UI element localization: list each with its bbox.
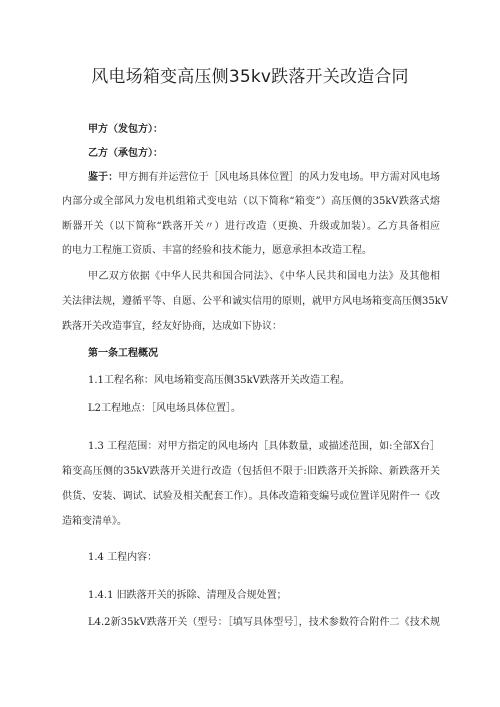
item-1-3-line-4: 造箱变清单》。 xyxy=(62,516,127,527)
item-1-1: 1.1工程名称：风电场箱变高压侧35kV跌落开关改造工程。 xyxy=(88,375,350,386)
article-1-heading: 第一条工程概况 xyxy=(88,348,158,359)
item-1-4-1: 1.4.1 旧跌落开关的拆除、清理及合规处置； xyxy=(88,590,287,601)
preamble-line-1 xyxy=(88,171,440,185)
document-title: 风电场箱变高压侧35kv跌落开关改造合同 xyxy=(91,67,409,87)
agreement-line-3: 跌落开关改造事宜，经友好协商，达成如下协议： xyxy=(62,321,282,332)
preamble-line-1-text: 甲方拥有并运营位于［风电场具体位置］的风力发电场。甲方需对风电场 xyxy=(118,172,441,183)
item-1-3-line-3: 供货、安装、调试、试验及相关配套工作）。具体改造箱变编号或位置详见附件一《改 xyxy=(62,491,440,502)
item-1-4-2: L4.2新35kV跌落开关（型号：［填写具体型号］，技术参数符合附件二《技术规 xyxy=(88,617,440,628)
preamble-label: 鉴于： xyxy=(88,172,119,183)
preamble-line-3: 断器开关（以下简称“跌落开关〃）进行改造（更换、升级或加装）。乙方具备相应 xyxy=(62,221,440,232)
item-1-3-line-1: 1.3 工程范围：对甲方指定的风电场内［具体数量，或描述范围，如:全部X台］ xyxy=(88,441,440,452)
preamble-line-2: 内部分或全部风力发电机组箱式变电站（以下简称“箱变”）高压侧的35kV跌落式熔 xyxy=(62,196,440,207)
party-b-label: 乙方（承包方）： xyxy=(88,148,163,159)
item-1-3-line-2: 箱变高压侧的35kV跌落开关进行改造（包括但不限于:旧跌落开关拆除、新跌落开关 xyxy=(62,466,440,477)
preamble-line-4: 的电力工程施工资质、丰富的经验和技术能力，愿意承担本改造工程。 xyxy=(62,245,372,256)
item-1-4: 1.4 工程内容： xyxy=(88,552,158,563)
item-1-2: L2工程地点：［风电场具体位置］。 xyxy=(88,403,242,414)
party-a-label: 甲方（发包方）： xyxy=(88,124,163,135)
agreement-line-1: 甲乙双方依据《中华人民共和国合同法》、《中华人民共和国电力法》及其他相 xyxy=(88,271,440,282)
agreement-line-2: 关法律法规，遵循平等、自愿、公平和诚实信用的原则，就甲方风电场箱变高压侧35kV xyxy=(62,296,449,307)
